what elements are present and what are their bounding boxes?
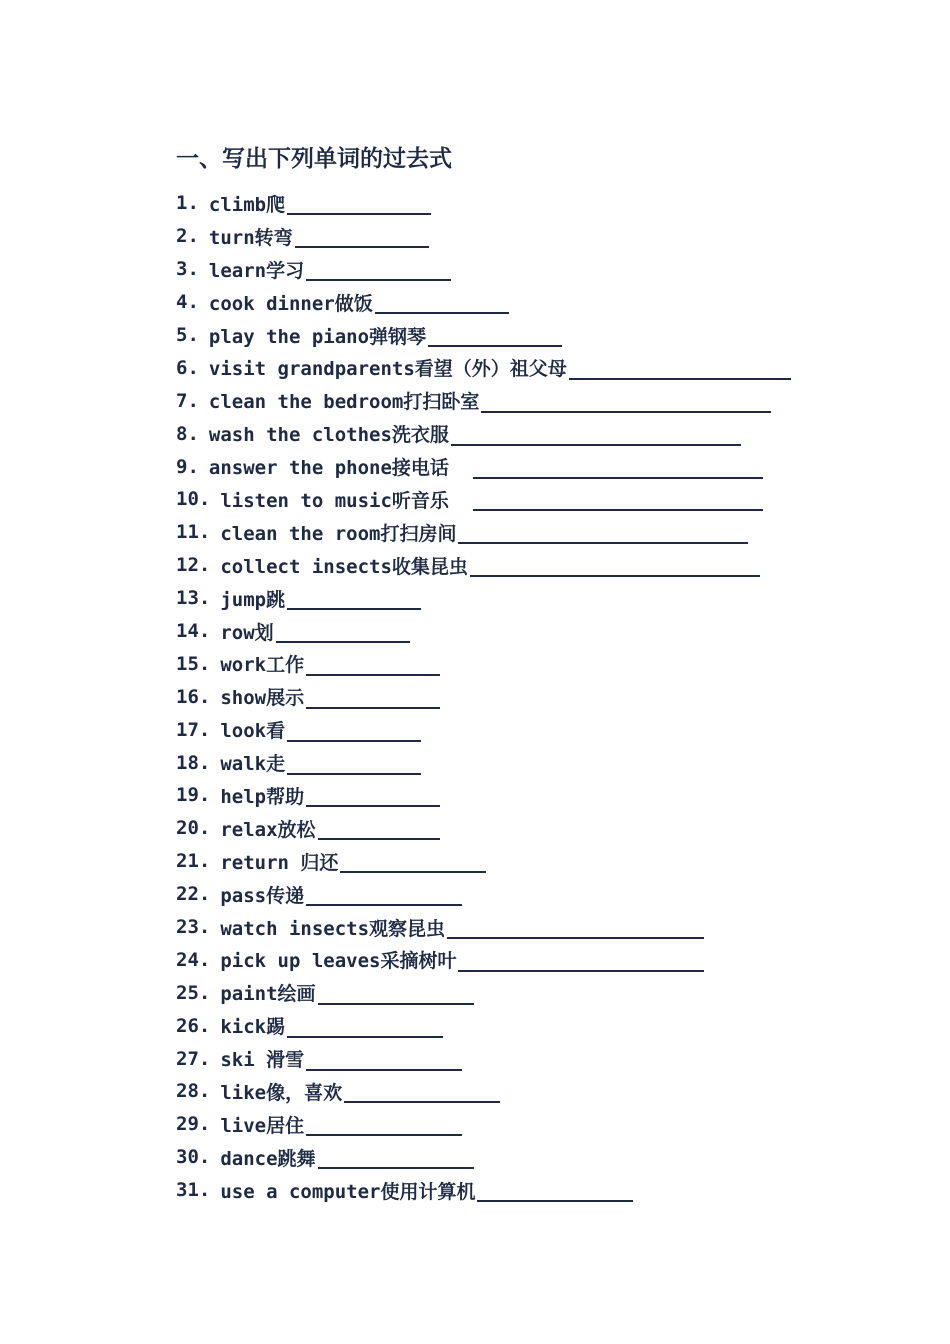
item-number: 18. [176, 751, 211, 774]
item-number: 25. [176, 981, 211, 1004]
answer-blank[interactable] [470, 553, 760, 577]
answer-blank[interactable] [306, 882, 462, 906]
item-text: walk走 [220, 753, 286, 776]
list-item [176, 417, 791, 450]
answer-blank[interactable] [306, 257, 451, 281]
item-text: climb爬 [208, 193, 286, 216]
item-number: 14. [176, 620, 211, 643]
item-number: 19. [176, 784, 211, 807]
item-number: 31. [176, 1179, 211, 1202]
item-text: wash the clothes洗衣服 [208, 424, 449, 447]
list-item [176, 647, 791, 680]
answer-blank[interactable] [306, 685, 440, 709]
answer-blank[interactable] [473, 455, 763, 479]
item-text: row划 [220, 621, 274, 644]
item-text: jump跳 [220, 588, 286, 611]
item-text: clean the room打扫房间 [220, 522, 457, 545]
list-item [176, 516, 791, 549]
list-item [176, 582, 791, 615]
item-text: kick踢 [220, 1016, 286, 1039]
item-number: 6. [176, 356, 199, 379]
item-text: paint绘画 [220, 983, 316, 1006]
answer-blank[interactable] [306, 783, 440, 807]
item-text: relax放松 [220, 818, 316, 841]
item-number: 5. [176, 324, 199, 346]
list-item [176, 878, 791, 911]
answer-blank[interactable] [287, 191, 431, 215]
answer-blank[interactable] [481, 389, 771, 413]
answer-blank[interactable] [375, 290, 509, 314]
item-text: turn转弯 [208, 226, 293, 249]
list-item [176, 483, 791, 516]
item-number: 13. [176, 587, 211, 610]
item-number: 1. [176, 192, 199, 215]
item-text: use a computer使用计算机 [220, 1180, 476, 1203]
answer-blank[interactable] [318, 981, 474, 1005]
answer-blank[interactable] [344, 1079, 500, 1103]
item-text: work工作 [220, 654, 305, 677]
list-item [176, 746, 791, 779]
answer-blank[interactable] [306, 652, 440, 676]
item-number: 9. [176, 455, 199, 478]
list-item [176, 615, 791, 648]
item-text: clean the bedroom打扫卧室 [208, 391, 480, 414]
list-item [176, 779, 791, 812]
vocabulary-list [176, 187, 791, 1207]
item-number: 11. [176, 521, 211, 544]
item-number: 30. [176, 1146, 211, 1169]
item-number: 16. [176, 685, 211, 708]
list-item [176, 187, 791, 220]
answer-blank[interactable] [569, 356, 791, 380]
list-item [176, 1174, 791, 1207]
list-item [176, 253, 791, 286]
list-item [176, 286, 791, 319]
answer-blank[interactable] [318, 1145, 474, 1169]
list-item [176, 220, 791, 253]
item-number: 3. [176, 258, 199, 281]
item-number: 22. [176, 883, 211, 906]
list-item [176, 384, 791, 417]
item-text: collect insects收集昆虫 [220, 555, 468, 578]
list-item [176, 845, 791, 878]
item-text: answer the phone接电话 [208, 457, 449, 480]
item-number: 17. [176, 718, 211, 741]
item-number: 26. [176, 1014, 211, 1037]
answer-blank[interactable] [318, 816, 440, 840]
exercise-title: 一、写出下列单词的过去式 [176, 146, 452, 172]
item-number: 12. [176, 554, 211, 577]
item-text: watch insects观察昆虫 [220, 917, 446, 940]
item-text: visit grandparents看望（外）祖父母 [208, 358, 567, 381]
list-item [176, 1009, 791, 1042]
item-text: play the piano弹钢琴 [208, 325, 427, 348]
answer-blank[interactable] [477, 1178, 633, 1202]
answer-blank[interactable] [287, 1014, 443, 1038]
list-item [176, 1108, 791, 1141]
item-text: live居住 [220, 1114, 305, 1137]
list-item [176, 1075, 791, 1108]
answer-blank[interactable] [458, 520, 748, 544]
item-number: 7. [176, 389, 199, 412]
list-item [176, 1042, 791, 1075]
list-item [176, 812, 791, 845]
item-number: 28. [176, 1080, 211, 1103]
answer-blank[interactable] [276, 619, 410, 643]
item-text: pick up leaves采摘树叶 [220, 950, 457, 973]
item-number: 21. [176, 850, 211, 873]
list-item [176, 351, 791, 384]
answer-blank[interactable] [295, 224, 429, 248]
item-text: learn学习 [208, 259, 305, 282]
list-item [176, 450, 791, 483]
answer-blank[interactable] [428, 323, 562, 347]
list-item [176, 713, 791, 746]
list-item [176, 911, 791, 944]
item-text: help帮助 [220, 785, 305, 808]
item-text: pass传递 [220, 884, 305, 907]
answer-blank[interactable] [340, 849, 486, 873]
item-number: 20. [176, 817, 211, 840]
item-text: listen to music听音乐 [220, 489, 449, 512]
item-text: like像，喜欢 [220, 1081, 343, 1104]
item-number: 4. [176, 291, 199, 314]
answer-blank[interactable] [287, 751, 421, 775]
item-number: 27. [176, 1047, 211, 1070]
list-item [176, 1141, 791, 1174]
item-text: dance跳舞 [220, 1147, 316, 1170]
item-text: look看 [220, 720, 286, 743]
item-number: 23. [176, 916, 211, 939]
answer-blank[interactable] [458, 948, 704, 972]
answer-blank[interactable] [473, 487, 763, 511]
item-text: show展示 [220, 687, 305, 710]
item-number: 24. [176, 948, 211, 971]
list-item [176, 943, 791, 976]
item-text: cook dinner做饭 [208, 292, 373, 315]
item-number: 10. [176, 488, 211, 511]
answer-blank[interactable] [306, 1047, 462, 1071]
answer-blank[interactable] [306, 1112, 462, 1136]
answer-blank[interactable] [287, 718, 421, 742]
answer-blank[interactable] [287, 586, 421, 610]
item-number: 2. [176, 225, 199, 248]
list-item [176, 549, 791, 582]
list-item [176, 319, 791, 352]
answer-blank[interactable] [447, 915, 704, 939]
item-text: return 归还 [220, 851, 339, 874]
item-number: 29. [176, 1113, 211, 1136]
item-text: ski 滑雪 [220, 1049, 305, 1072]
answer-blank[interactable] [451, 422, 741, 446]
list-item [176, 976, 791, 1009]
item-number: 8. [176, 422, 199, 445]
item-number: 15. [176, 652, 211, 675]
list-item [176, 680, 791, 713]
